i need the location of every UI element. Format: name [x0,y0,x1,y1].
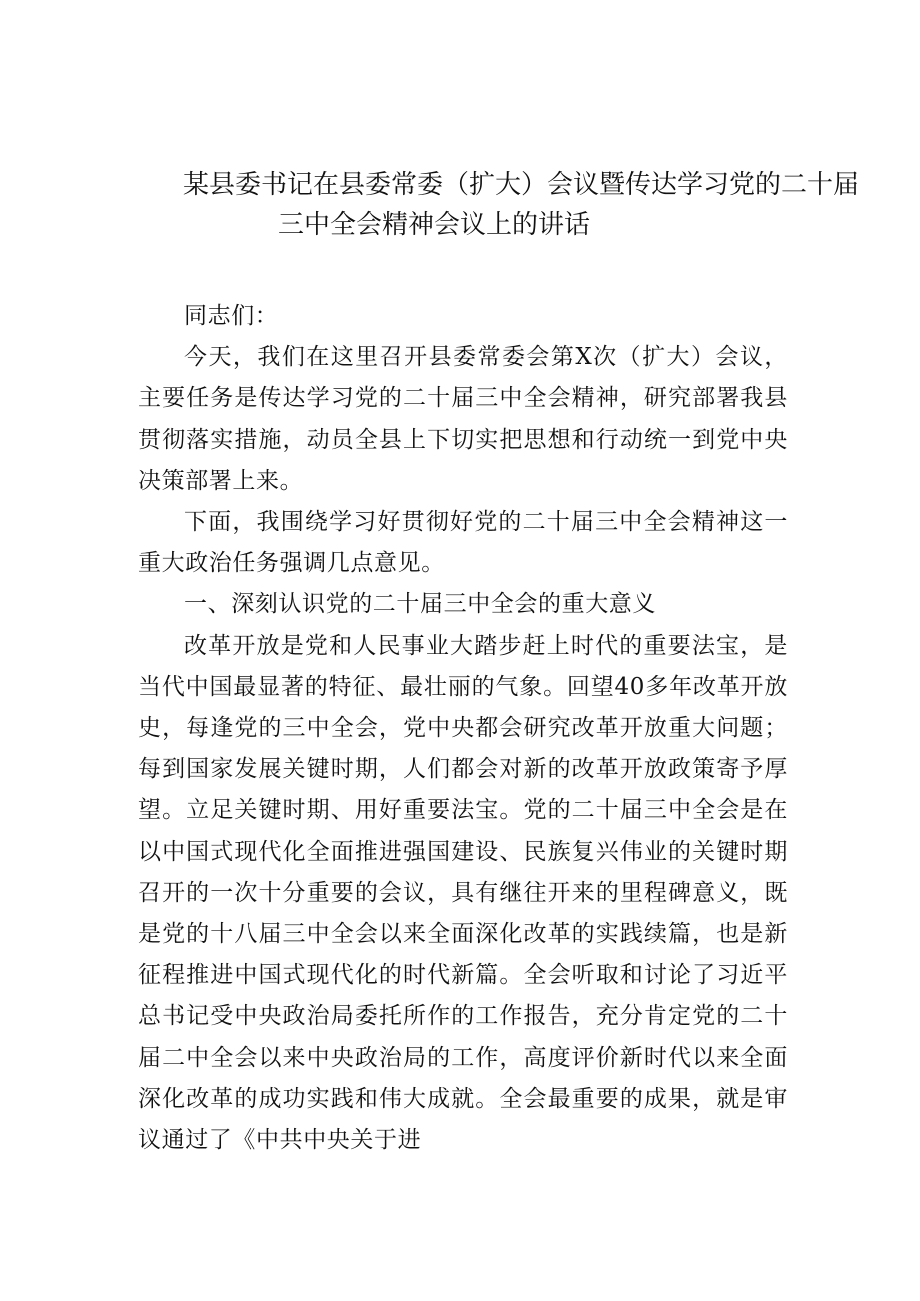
section-1-heading: 一、深刻认识党的二十届三中全会的重大意义 [184,591,656,618]
paragraph-intro: 今天，我们在这里召开县委常委会第X次（扩大）会议，主要任务是传达学习党的二十届三中全会精神，研究部署我县贯彻落实措施，动员全县上下切实把思想和行动统一到党中央决策部署上来。 [138,344,788,494]
title-line-1: 某县委书记在县委常委（扩大）会议暨传达学习党的二十届 [183,170,860,200]
document-body [138,296,788,1161]
section-1-paragraph: 改革开放是党和人民事业大踏步赶上时代的重要法宝，是当代中国最显著的特征、最壮丽的气象。回望40多年改革开放史，每逢党的三中全会，党中央都会研究改革开放重大问题；每到国家发展关键时期，人们都会对新的改革开放政策寄予厚望。立足关键时期、用好重要法宝。党的二十届三中全会是在以中国式现代化全面推进强国建设、民族复兴伟业的关键时期召开的一次十分重要的会议，具有继往开来的里程碑意义，既是党的十八届三中全会以来全面深化改革的实践续篇，也是新征程推进中国式现代化的时代新篇。全会听取和讨论了习近平总书记受中央政治局委托所作的工作报告，充分肯定党的二十届二中全会以来中央政治局的工作，高度评价新时代以来全面深化改革的成功实践和伟大成就。全会最重要的成果，就是审议通过了《中共中央关于进 [138,632,788,1154]
salutation: 同志们： [184,303,279,329]
paragraph-outline: 下面，我围绕学习好贯彻好党的二十届三中全会精神这一重大政治任务强调几点意见。 [138,509,788,577]
title-line-2: 三中全会精神会议上的讲话 [278,210,591,240]
